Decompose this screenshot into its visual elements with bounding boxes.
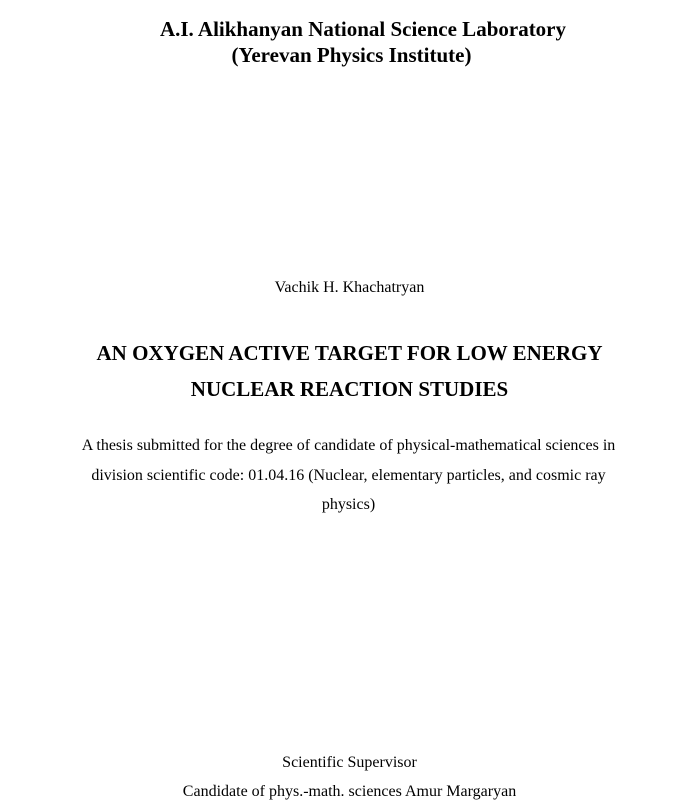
institution-header (0, 16, 687, 68)
supervisor-name: Candidate of phys.-math. sciences Amur Margaryan (182, 783, 517, 800)
thesis-statement-line-1: A thesis submitted for the degree of candidate of physical-mathematical sciences in (81, 437, 616, 454)
institution-alias: (Yerevan Physics Institute) (231, 43, 472, 67)
institution-name: A.I. Alikhanyan National Science Laboratory (159, 17, 567, 41)
author-name: Vachik H. Khachatryan (274, 279, 425, 296)
supervisor-block (0, 748, 687, 806)
supervisor-heading: Scientific Supervisor (282, 754, 417, 771)
thesis-title-line-2: NUCLEAR REACTION STUDIES (190, 377, 509, 401)
thesis-title-line-1: AN OXYGEN ACTIVE TARGET FOR LOW ENERGY (96, 341, 603, 365)
thesis-title (0, 335, 687, 407)
thesis-statement-line-2: division scientific code: 01.04.16 (Nuclear, elementary particles, and cosmic ray (91, 466, 606, 484)
thesis-statement (40, 431, 657, 520)
thesis-statement-line-3: physics) (321, 496, 376, 513)
